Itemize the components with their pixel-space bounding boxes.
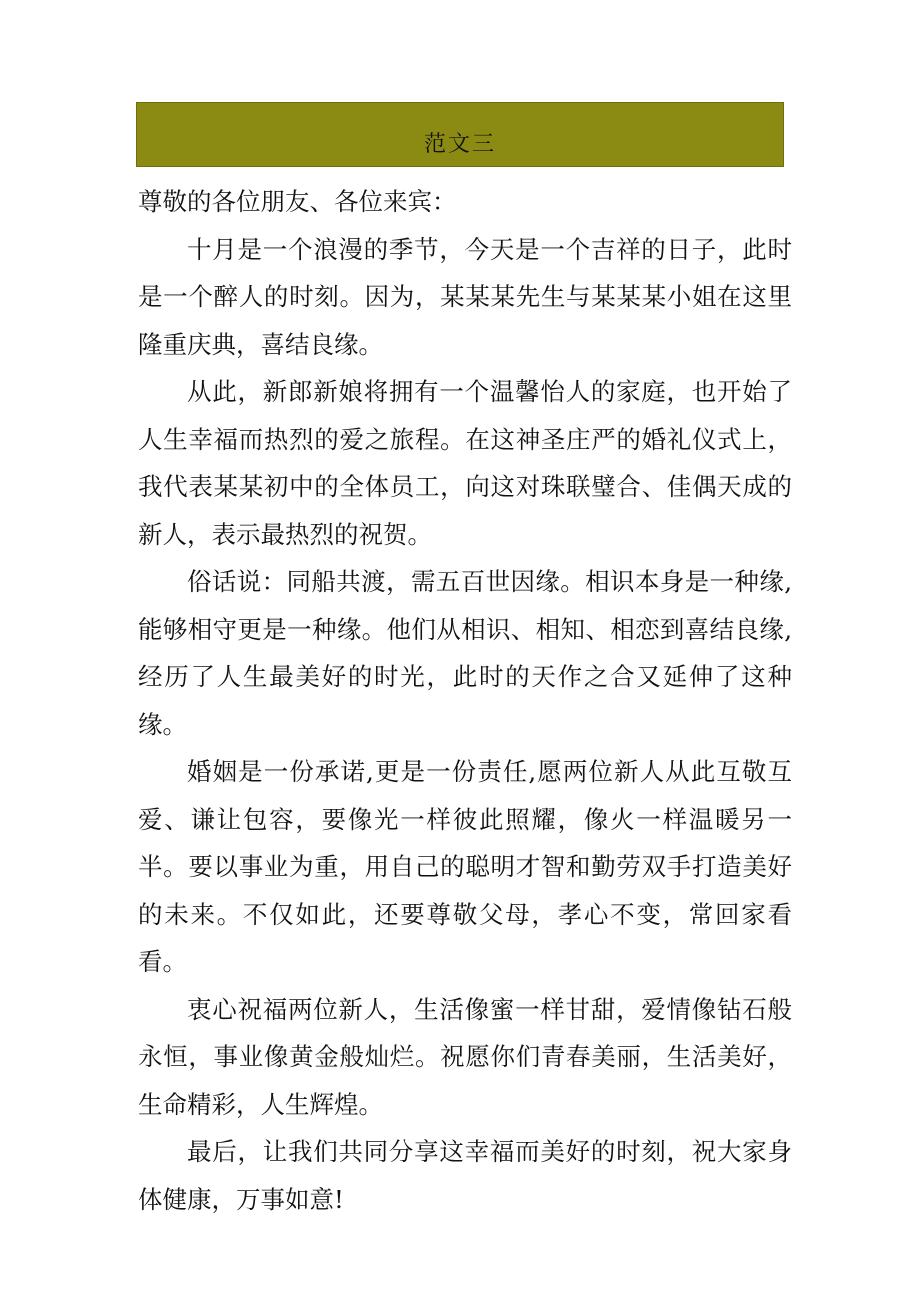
document-body	[138, 178, 792, 1223]
paragraph-4: 婚姻是一份承诺,更是一份责任,愿两位新人从此互敬互爱、谦让包容，要像光一样彼此照耀，像火一样温暖另一半。要以事业为重，用自己的聪明才智和勤劳双手打造美好的未来。不仅如此，还要尊敬父母，孝心不变，常回家看看。	[138, 757, 792, 976]
salutation: 尊敬的各位朋友、各位来宾：	[138, 187, 457, 216]
paragraph-5: 衷心祝福两位新人，生活像蜜一样甘甜，爱情像钻石般永恒，事业像黄金般灿烂。祝愿你们青春美丽，生活美好，生命精彩，人生辉煌。	[138, 994, 792, 1119]
paragraph-1: 十月是一个浪漫的季节，今天是一个吉祥的日子，此时是一个醉人的时刻。因为，某某某先生与某某某小姐在这里隆重庆典，喜结良缘。	[138, 234, 792, 359]
title-banner	[136, 102, 784, 167]
paragraph-2: 从此，新郎新娘将拥有一个温馨怡人的家庭，也开始了人生幸福而热烈的爱之旅程。在这神圣庄严的婚礼仪式上，我代表某某初中的全体员工，向这对珠联璧合、佳偶天成的新人，表示最热烈的祝贺。	[138, 377, 792, 549]
document-title: 范文三	[423, 132, 496, 157]
paragraph-3: 俗话说：同船共渡，需五百世因缘。相识本身是一种缘,能够相守更是一种缘。他们从相识、相知、相恋到喜结良缘,经历了人生最美好的时光，此时的天作之合又延伸了这种缘。	[138, 567, 792, 739]
paragraph-6: 最后，让我们共同分享这幸福而美好的时刻，祝大家身体健康，万事如意!	[138, 1137, 792, 1214]
